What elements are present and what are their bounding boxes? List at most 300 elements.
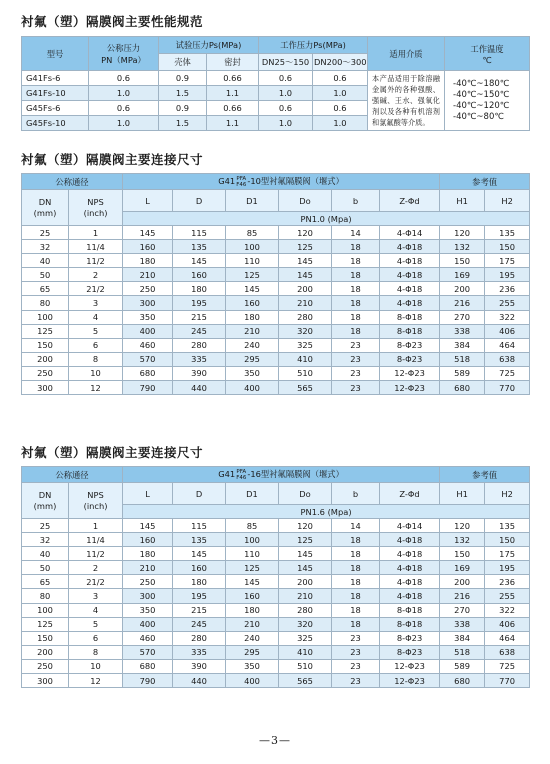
nps-cell: 1 <box>69 519 123 533</box>
dim-cell: 200 <box>279 575 332 589</box>
dim-cell: 180 <box>226 310 279 324</box>
dim-cell: 85 <box>226 226 279 240</box>
cell: 0.9 <box>159 101 207 116</box>
cell: 1.0 <box>89 86 159 101</box>
dn-cell: 200 <box>22 352 69 366</box>
temperature-range: -40℃~80℃ <box>453 111 504 122</box>
nps-cell: 4 <box>69 310 123 324</box>
dim-cell: 210 <box>279 296 332 310</box>
dim-cell: 725 <box>485 659 530 673</box>
header-dn <box>22 483 69 519</box>
dim-cell: 160 <box>123 240 173 254</box>
dim-cell: 384 <box>440 631 485 645</box>
dim-cell: 8-Φ23 <box>380 352 440 366</box>
dim-cell: 115 <box>173 226 226 240</box>
dim-cell: 270 <box>440 310 485 324</box>
header-temperature-label: 工作温度 <box>470 43 504 54</box>
dn-cell: 65 <box>22 575 69 589</box>
dim-cell: 180 <box>123 547 173 561</box>
dim-cell: 350 <box>226 659 279 673</box>
header-col: Do <box>279 190 332 212</box>
model-suffix: -10型衬氟隔膜阀（堰式） <box>247 176 344 187</box>
cell: 0.9 <box>159 71 207 86</box>
model-material-stack <box>236 176 246 188</box>
dim-cell: 23 <box>332 631 380 645</box>
dim-cell: 725 <box>485 366 530 380</box>
table-row <box>22 631 530 645</box>
dim-cell: 210 <box>279 589 332 603</box>
dn-cell: 25 <box>22 226 69 240</box>
dim-cell: 12-Φ23 <box>380 381 440 395</box>
dim-cell: 400 <box>123 617 173 631</box>
dim-cell: 8-Φ23 <box>380 631 440 645</box>
dim-cell: 210 <box>123 268 173 282</box>
dn-cell: 300 <box>22 381 69 395</box>
pressure-rating: PN1.6 (Mpa) <box>123 505 530 519</box>
dim-cell: 4-Φ18 <box>380 547 440 561</box>
table-row <box>22 338 530 352</box>
table-row <box>22 659 530 673</box>
dim-cell: 390 <box>173 659 226 673</box>
dim-cell: 169 <box>440 268 485 282</box>
dim-cell: 18 <box>332 533 380 547</box>
dim-cell: 4-Φ18 <box>380 296 440 310</box>
dim-cell: 638 <box>485 645 530 659</box>
dim-cell: 4-Φ18 <box>380 533 440 547</box>
dn-cell: 32 <box>22 240 69 254</box>
dim-cell: 169 <box>440 561 485 575</box>
dim-cell: 180 <box>173 575 226 589</box>
header-col: D1 <box>226 483 279 505</box>
dim-cell: 245 <box>173 617 226 631</box>
dim-cell: 400 <box>226 381 279 395</box>
table-row <box>22 324 530 338</box>
dim-cell: 770 <box>485 381 530 395</box>
dim-cell: 18 <box>332 296 380 310</box>
nps-cell: 12 <box>69 674 123 688</box>
dim-cell: 338 <box>440 324 485 338</box>
dim-cell: 180 <box>226 603 279 617</box>
cell: 1.0 <box>259 116 313 131</box>
dim-cell: 160 <box>226 589 279 603</box>
cell: 1.0 <box>89 116 159 131</box>
dim-cell: 18 <box>332 603 380 617</box>
dim-cell: 18 <box>332 310 380 324</box>
nps-cell: 6 <box>69 338 123 352</box>
nps-cell: 10 <box>69 366 123 380</box>
cell: 0.6 <box>313 71 368 86</box>
header-model-title <box>123 467 440 483</box>
dim-cell: 8-Φ18 <box>380 310 440 324</box>
header-dn-range-2: DN200～300 <box>313 54 368 71</box>
dim-cell: 4-Φ18 <box>380 589 440 603</box>
dim-cell: 115 <box>173 519 226 533</box>
dim-cell: 350 <box>226 366 279 380</box>
dim-cell: 8-Φ23 <box>380 338 440 352</box>
header-nominal-pressure <box>89 37 159 71</box>
dim-cell: 4-Φ18 <box>380 561 440 575</box>
table-row <box>22 366 530 380</box>
table-row <box>22 282 530 296</box>
dim-cell: 110 <box>226 254 279 268</box>
dim-cell: 325 <box>279 338 332 352</box>
dim-cell: 680 <box>440 674 485 688</box>
dim-cell: 400 <box>123 324 173 338</box>
dim-cell: 210 <box>226 617 279 631</box>
dim-cell: 145 <box>226 575 279 589</box>
connection-dims-title-pn10: 衬氟（塑）隔膜阀主要连接尺寸 <box>21 152 204 167</box>
dim-cell: 160 <box>123 533 173 547</box>
cell: 0.6 <box>89 71 159 86</box>
dim-cell: 406 <box>485 617 530 631</box>
model-suffix: -16型衬氟隔膜阀（堰式） <box>247 469 344 480</box>
dim-cell: 565 <box>279 674 332 688</box>
dim-cell: 132 <box>440 533 485 547</box>
dim-cell: 240 <box>226 338 279 352</box>
dim-cell: 100 <box>226 533 279 547</box>
dim-cell: 160 <box>173 268 226 282</box>
header-col: D1 <box>226 190 279 212</box>
dim-cell: 18 <box>332 282 380 296</box>
dim-cell: 18 <box>332 575 380 589</box>
nps-cell: 11/4 <box>69 240 123 254</box>
dim-cell: 255 <box>485 296 530 310</box>
dim-cell: 589 <box>440 366 485 380</box>
dn-cell: 300 <box>22 674 69 688</box>
dim-cell: 295 <box>226 645 279 659</box>
temperature-range: -40℃~180℃ <box>453 78 510 89</box>
dim-cell: 510 <box>279 366 332 380</box>
table-row <box>22 617 530 631</box>
model-cell: G45Fs-6 <box>22 101 89 116</box>
header-dn-range-1: DN25～150 <box>259 54 313 71</box>
dim-cell: 245 <box>173 324 226 338</box>
dim-cell: 110 <box>226 547 279 561</box>
dim-cell: 180 <box>173 282 226 296</box>
dim-cell: 236 <box>485 575 530 589</box>
dim-cell: 250 <box>123 575 173 589</box>
dim-cell: 8-Φ18 <box>380 603 440 617</box>
dn-cell: 40 <box>22 254 69 268</box>
dim-cell: 280 <box>279 310 332 324</box>
dim-cell: 215 <box>173 603 226 617</box>
header-col: b <box>332 190 380 212</box>
dim-cell: 518 <box>440 645 485 659</box>
dim-cell: 8-Φ18 <box>380 324 440 338</box>
table-row <box>22 603 530 617</box>
cell: 0.6 <box>259 101 313 116</box>
header-media: 适用介质 <box>368 37 445 71</box>
dim-cell: 325 <box>279 631 332 645</box>
dim-cell: 120 <box>440 519 485 533</box>
dim-cell: 18 <box>332 617 380 631</box>
header-col: b <box>332 483 380 505</box>
dim-cell: 384 <box>440 338 485 352</box>
dim-cell: 18 <box>332 547 380 561</box>
table-row <box>22 533 530 547</box>
header-nps-unit: (inch) <box>83 207 108 218</box>
nps-cell: 11/2 <box>69 254 123 268</box>
cell: 1.1 <box>207 86 259 101</box>
header-col: L <box>123 483 173 505</box>
dim-cell: 135 <box>485 519 530 533</box>
header-reference: 参考值 <box>440 174 530 190</box>
dim-cell: 215 <box>173 310 226 324</box>
header-dn <box>22 190 69 226</box>
dim-cell: 145 <box>279 547 332 561</box>
dn-cell: 250 <box>22 659 69 673</box>
table-row <box>22 575 530 589</box>
table-row <box>22 645 530 659</box>
nps-cell: 10 <box>69 659 123 673</box>
dim-cell: 4-Φ18 <box>380 240 440 254</box>
table-row <box>22 71 530 86</box>
header-col: Z-Φd <box>380 190 440 212</box>
nps-cell: 11/4 <box>69 533 123 547</box>
dim-cell: 180 <box>123 254 173 268</box>
dn-cell: 100 <box>22 310 69 324</box>
header-col: H2 <box>485 190 530 212</box>
dim-cell: 150 <box>485 240 530 254</box>
dim-cell: 14 <box>332 519 380 533</box>
header-col: H1 <box>440 190 485 212</box>
dim-cell: 770 <box>485 674 530 688</box>
header-col: H1 <box>440 483 485 505</box>
dim-cell: 400 <box>226 674 279 688</box>
header-dn-unit: (mm) <box>33 500 57 511</box>
cell: 1.5 <box>159 116 207 131</box>
dn-cell: 200 <box>22 645 69 659</box>
dim-cell: 638 <box>485 352 530 366</box>
nps-cell: 11/2 <box>69 547 123 561</box>
dim-cell: 125 <box>226 268 279 282</box>
pressure-rating: PN1.0 (Mpa) <box>123 212 530 226</box>
dim-cell: 460 <box>123 631 173 645</box>
dim-cell: 23 <box>332 645 380 659</box>
nps-cell: 3 <box>69 589 123 603</box>
dim-cell: 135 <box>173 240 226 254</box>
header-model-title <box>123 174 440 190</box>
dim-cell: 4-Φ18 <box>380 254 440 268</box>
model-cell: G41Fs-10 <box>22 86 89 101</box>
dn-cell: 80 <box>22 296 69 310</box>
nps-cell: 1 <box>69 226 123 240</box>
header-col: Z-Φd <box>380 483 440 505</box>
dim-cell: 300 <box>123 589 173 603</box>
dn-cell: 50 <box>22 268 69 282</box>
dim-cell: 295 <box>226 352 279 366</box>
dim-cell: 210 <box>226 324 279 338</box>
temperature-range: -40℃~150℃ <box>453 89 510 100</box>
dim-cell: 680 <box>123 366 173 380</box>
dim-cell: 320 <box>279 324 332 338</box>
dim-cell: 150 <box>485 533 530 547</box>
table-row <box>22 268 530 282</box>
dim-cell: 8-Φ23 <box>380 645 440 659</box>
dim-cell: 320 <box>279 617 332 631</box>
connection-dims-table-pn10 <box>21 173 530 395</box>
header-model: 型号 <box>22 37 89 71</box>
header-reference: 参考值 <box>440 467 530 483</box>
dim-cell: 4-Φ18 <box>380 282 440 296</box>
header-seal: 密封 <box>207 54 259 71</box>
model-prefix: G41 <box>218 176 236 187</box>
model-sup: PFA <box>236 175 247 182</box>
dim-cell: 12-Φ23 <box>380 674 440 688</box>
dim-cell: 18 <box>332 561 380 575</box>
dim-cell: 216 <box>440 589 485 603</box>
dim-cell: 440 <box>173 674 226 688</box>
model-material-stack <box>236 469 246 481</box>
model-sub: F46 <box>236 474 247 481</box>
header-nps <box>69 190 123 226</box>
media-description: 本产品适用于除溶融金属外的各种强酸、强碱、王水、强氧化剂以及各种有机溶剂和氯氟酸等介质。 <box>368 71 445 131</box>
dn-cell: 80 <box>22 589 69 603</box>
table-row <box>22 226 530 240</box>
nps-cell: 21/2 <box>69 575 123 589</box>
header-col: D <box>173 483 226 505</box>
dim-cell: 145 <box>279 254 332 268</box>
table-row <box>22 310 530 324</box>
dim-cell: 236 <box>485 282 530 296</box>
dim-cell: 4-Φ14 <box>380 519 440 533</box>
dim-cell: 210 <box>123 561 173 575</box>
dim-cell: 23 <box>332 674 380 688</box>
performance-spec-table <box>21 36 530 131</box>
nps-cell: 3 <box>69 296 123 310</box>
nps-cell: 2 <box>69 561 123 575</box>
table-row <box>22 547 530 561</box>
dim-cell: 125 <box>226 561 279 575</box>
dim-cell: 150 <box>440 254 485 268</box>
dim-cell: 23 <box>332 659 380 673</box>
cell: 0.6 <box>89 101 159 116</box>
model-cell: G41Fs-6 <box>22 71 89 86</box>
dim-cell: 280 <box>173 338 226 352</box>
table-row <box>22 240 530 254</box>
dim-cell: 255 <box>485 589 530 603</box>
dn-cell: 150 <box>22 631 69 645</box>
nps-cell: 4 <box>69 603 123 617</box>
cell: 0.66 <box>207 101 259 116</box>
dim-cell: 270 <box>440 603 485 617</box>
dim-cell: 160 <box>173 561 226 575</box>
dim-cell: 250 <box>123 282 173 296</box>
model-sub: F46 <box>236 181 247 188</box>
dim-cell: 280 <box>173 631 226 645</box>
cell: 0.6 <box>259 71 313 86</box>
dim-cell: 440 <box>173 381 226 395</box>
table-row <box>22 296 530 310</box>
table-row <box>22 674 530 688</box>
dim-cell: 510 <box>279 659 332 673</box>
dim-cell: 790 <box>123 381 173 395</box>
dim-cell: 120 <box>279 226 332 240</box>
cell: 1.0 <box>259 86 313 101</box>
dim-cell: 200 <box>440 282 485 296</box>
temperature-ranges <box>445 71 530 131</box>
dim-cell: 125 <box>279 240 332 254</box>
dim-cell: 18 <box>332 240 380 254</box>
header-nps <box>69 483 123 519</box>
dim-cell: 200 <box>440 575 485 589</box>
dim-cell: 195 <box>173 589 226 603</box>
table-row <box>22 254 530 268</box>
dn-cell: 125 <box>22 324 69 338</box>
dn-cell: 25 <box>22 519 69 533</box>
dim-cell: 680 <box>123 659 173 673</box>
dim-cell: 120 <box>279 519 332 533</box>
header-nominal-pressure-label: 公称压力 <box>106 42 141 53</box>
table-row <box>22 589 530 603</box>
dim-cell: 565 <box>279 381 332 395</box>
dim-cell: 570 <box>123 645 173 659</box>
dim-cell: 195 <box>485 561 530 575</box>
connection-dims-title-pn16: 衬氟（塑）隔膜阀主要连接尺寸 <box>21 445 204 460</box>
dim-cell: 23 <box>332 366 380 380</box>
header-nominal-diameter: 公称通径 <box>22 174 123 190</box>
table-row <box>22 561 530 575</box>
dim-cell: 410 <box>279 352 332 366</box>
page-number: —3— <box>259 734 291 747</box>
dim-cell: 23 <box>332 352 380 366</box>
dim-cell: 145 <box>173 547 226 561</box>
cell: 1.0 <box>313 116 368 131</box>
dim-cell: 464 <box>485 631 530 645</box>
dim-cell: 390 <box>173 366 226 380</box>
dim-cell: 350 <box>123 603 173 617</box>
nps-cell: 12 <box>69 381 123 395</box>
header-col: D <box>173 190 226 212</box>
dim-cell: 322 <box>485 310 530 324</box>
dim-cell: 145 <box>279 561 332 575</box>
dn-cell: 100 <box>22 603 69 617</box>
cell: 1.0 <box>313 86 368 101</box>
nps-cell: 8 <box>69 645 123 659</box>
dim-cell: 85 <box>226 519 279 533</box>
dim-cell: 410 <box>279 645 332 659</box>
dim-cell: 464 <box>485 338 530 352</box>
dim-cell: 4-Φ14 <box>380 226 440 240</box>
dim-cell: 570 <box>123 352 173 366</box>
cell: 0.6 <box>313 101 368 116</box>
dim-cell: 335 <box>173 645 226 659</box>
dn-cell: 32 <box>22 533 69 547</box>
dim-cell: 18 <box>332 268 380 282</box>
dim-cell: 322 <box>485 603 530 617</box>
dn-cell: 50 <box>22 561 69 575</box>
dim-cell: 175 <box>485 254 530 268</box>
nps-cell: 2 <box>69 268 123 282</box>
dim-cell: 160 <box>226 296 279 310</box>
dim-cell: 18 <box>332 589 380 603</box>
dim-cell: 280 <box>279 603 332 617</box>
header-working-pressure: 工作压力Ps(MPa) <box>259 37 368 54</box>
header-temperature <box>445 37 530 71</box>
dim-cell: 200 <box>279 282 332 296</box>
model-cell: G45Fs-10 <box>22 116 89 131</box>
dim-cell: 14 <box>332 226 380 240</box>
header-temperature-unit: ℃ <box>482 54 492 65</box>
dn-cell: 65 <box>22 282 69 296</box>
dim-cell: 132 <box>440 240 485 254</box>
header-dn-label: DN <box>38 489 52 500</box>
nps-cell: 5 <box>69 324 123 338</box>
dn-cell: 125 <box>22 617 69 631</box>
dim-cell: 460 <box>123 338 173 352</box>
header-col: Do <box>279 483 332 505</box>
model-prefix: G41 <box>218 469 236 480</box>
